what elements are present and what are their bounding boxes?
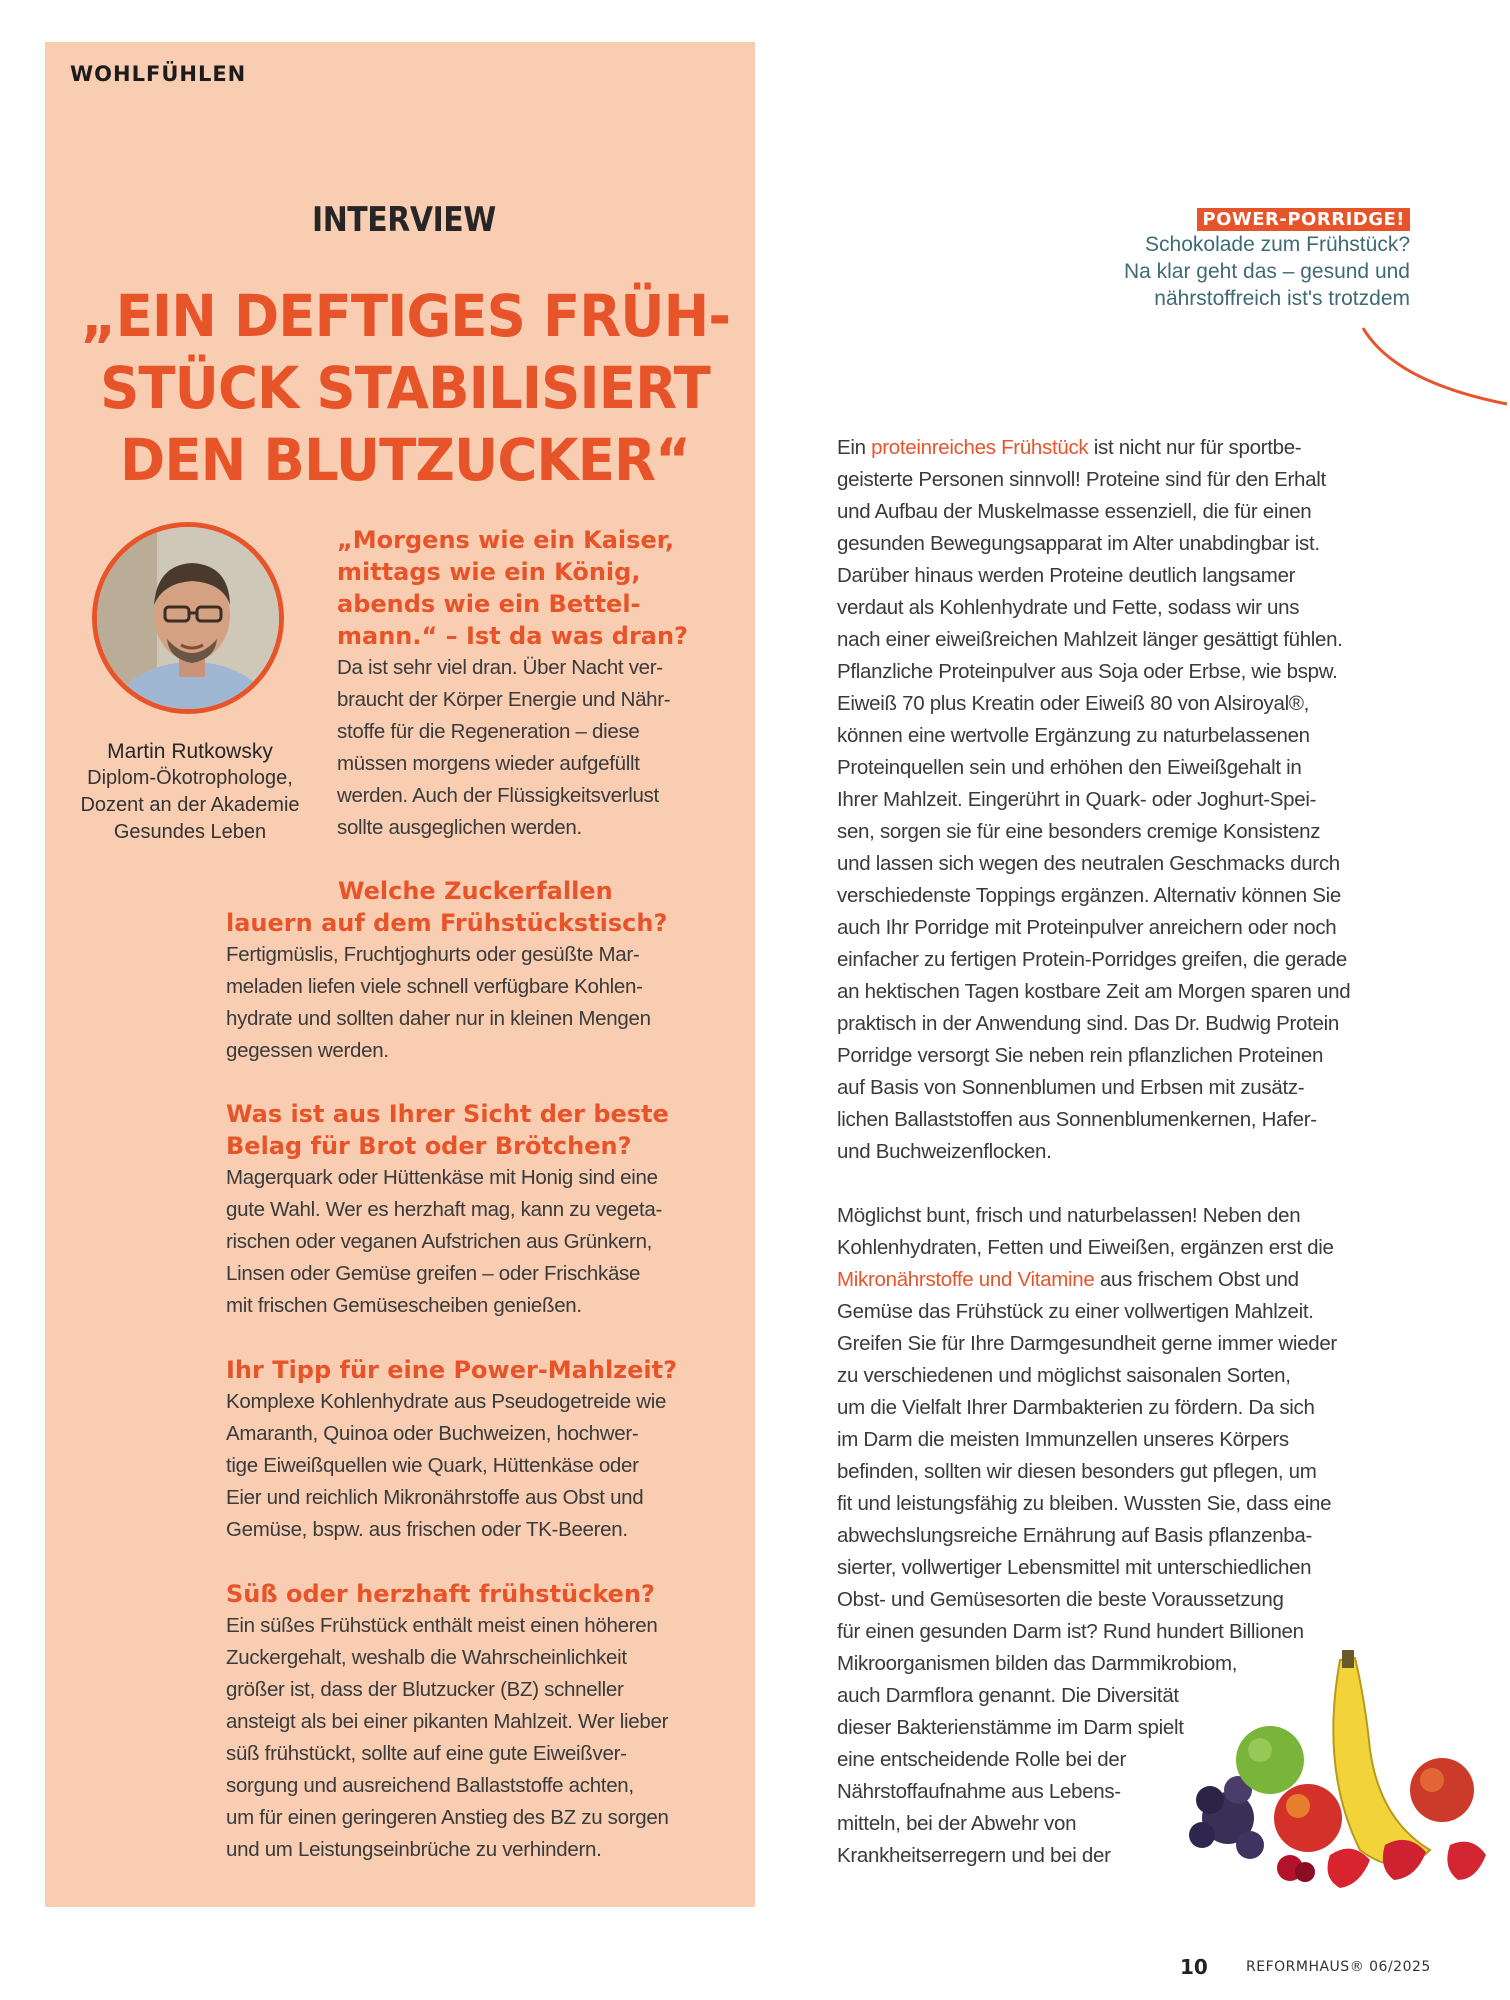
answer-line: um für einen geringeren Anstieg des BZ zu sorgen: [226, 1806, 669, 1829]
answer: [226, 1386, 736, 1546]
article-line: um die Vielfalt Ihrer Darmbakterien zu fördern. Da sich: [837, 1396, 1315, 1419]
article-line: einfacher zu fertigen Protein-Porridges greifen, die gerade: [837, 948, 1347, 971]
answer-line: sorgung und ausreichend Ballaststoffe achten,: [226, 1774, 634, 1797]
person-title-line: Gesundes Leben: [113, 821, 267, 843]
callout-tag: POWER-PORRIDGE!: [1197, 208, 1410, 231]
answer-line: größer ist, dass der Blutzucker (BZ) schneller: [226, 1678, 624, 1701]
fruit-illustration: [1180, 1640, 1510, 1890]
article-line: und Aufbau der Muskelmasse essenziell, die für einen: [837, 500, 1312, 523]
person-title-line: Dozent an der Akademie: [80, 794, 300, 816]
article-line: für einen gesunden Darm ist? Rund hundert Billionen: [837, 1620, 1304, 1643]
qa-block-5: [226, 1578, 736, 1866]
answer-line: Zuckergehalt, weshalb die Wahrscheinlichkeit: [226, 1646, 627, 1669]
qa-block-2: [226, 875, 726, 1067]
question: [226, 875, 726, 939]
article-line: [837, 1264, 1417, 1296]
article-line: Krankheitserregern und bei der: [837, 1844, 1111, 1867]
question-line: abends wie ein Bettel-: [337, 590, 641, 618]
person-name: Martin Rutkowsky: [107, 740, 273, 763]
question-line: Ihr Tipp für eine Power-Mahlzeit?: [226, 1356, 678, 1384]
article-line: Gemüse das Frühstück zu einer vollwertigen Mahlzeit.: [837, 1300, 1314, 1323]
qa-block-1: [337, 524, 732, 844]
portrait-photo: [92, 522, 284, 714]
article-line: auch Darmflora genannt. Die Diversität: [837, 1684, 1179, 1707]
kicker: INTERVIEW: [312, 200, 496, 240]
question-line: Belag für Brot oder Brötchen?: [226, 1132, 632, 1160]
article-line: [837, 432, 1417, 464]
answer-line: werden. Auch der Flüssigkeitsverlust: [337, 784, 659, 807]
article-line: im Darm die meisten Immunzellen unseres Körpers: [837, 1428, 1289, 1451]
question-line: Welche Zuckerfallen: [338, 877, 613, 905]
answer-line: süß frühstückt, sollte auf eine gute Eiweißver-: [226, 1742, 627, 1765]
answer-line: stoffe für die Regeneration – diese: [337, 720, 640, 743]
callout-line: Schokolade zum Frühstück?: [1145, 233, 1410, 256]
portrait-illustration: [97, 527, 279, 709]
article-highlight: Mikronährstoffe und Vitamine: [837, 1268, 1095, 1291]
article-line: Pflanzliche Proteinpulver aus Soja oder Erbse, wie bspw.: [837, 660, 1338, 683]
article-line: befinden, sollten wir diesen besonders gut pflegen, um: [837, 1460, 1317, 1483]
article-line: zu verschiedenen und möglichst saisonalen Sorten,: [837, 1364, 1291, 1387]
person-title-line: Diplom-Ökotrophologe,: [87, 767, 293, 789]
answer-line: und um Leistungseinbrüche zu verhindern.: [226, 1838, 602, 1861]
article-line: Mikroorganismen bilden das Darmmikrobiom,: [837, 1652, 1238, 1675]
article-line: Greifen Sie für Ihre Darmgesundheit gerne immer wieder: [837, 1332, 1337, 1355]
article-line: Proteinquellen sein und erhöhen den Eiweißgehalt in: [837, 756, 1302, 779]
question-line: lauern auf dem Frühstückstisch?: [226, 909, 668, 937]
article-line: abwechslungsreiche Ernährung auf Basis pflanzenba-: [837, 1524, 1313, 1547]
answer-line: Ein süßes Frühstück enthält meist einen höheren: [226, 1614, 658, 1637]
answer-line: mit frischen Gemüsescheiben genießen.: [226, 1294, 582, 1317]
callout-line: Na klar geht das – gesund und: [1123, 260, 1410, 283]
answer-line: Magerquark oder Hüttenkäse mit Honig sind eine: [226, 1166, 658, 1189]
article-line: nach einer eiweißreichen Mahlzeit länger gesättigt fühlen.: [837, 628, 1343, 651]
magazine-issue: REFORMHAUS® 06/2025: [1246, 1959, 1431, 1975]
callout-line: nährstoffreich ist's trotzdem: [1154, 287, 1410, 310]
article-line: mitteln, bei der Abwehr von: [837, 1812, 1077, 1835]
answer-line: rischen oder veganen Aufstrichen aus Grünkern,: [226, 1230, 653, 1253]
article-line: verschiedenste Toppings ergänzen. Alternativ können Sie: [837, 884, 1341, 907]
answer: [337, 652, 732, 844]
answer-line: Da ist sehr viel dran. Über Nacht ver-: [337, 656, 663, 679]
article-text: Ein: [837, 436, 872, 459]
article-paragraph-1: [837, 464, 1417, 1168]
question: [226, 1578, 736, 1610]
article-text: aus frischem Obst und: [1094, 1268, 1299, 1291]
question: [337, 524, 732, 652]
headline-line: STÜCK STABILISIERT: [100, 354, 710, 422]
page-number: 10: [1180, 1955, 1208, 1979]
qa-block-3: [226, 1098, 726, 1322]
question-line: mann.“ – Ist da was dran?: [337, 622, 688, 650]
article-line: Ihrer Mahlzeit. Eingerührt in Quark- oder Joghurt-Spei-: [837, 788, 1317, 811]
answer-line: sollte ausgeglichen werden.: [337, 816, 582, 839]
answer-line: gute Wahl. Wer es herzhaft mag, kann zu vegeta-: [226, 1198, 662, 1221]
article-line: fit und leistungsfähig zu bleiben. Wussten Sie, dass eine: [837, 1492, 1332, 1515]
answer: [226, 939, 726, 1067]
article-line: Darüber hinaus werden Proteine deutlich langsamer: [837, 564, 1296, 587]
article-paragraph-2a: [837, 1200, 1417, 1264]
headline-line: „EIN DEFTIGES FRÜH-: [80, 282, 731, 350]
answer-line: tige Eiweißquellen wie Quark, Hüttenkäse oder: [226, 1454, 639, 1477]
answer-line: Fertigmüslis, Fruchtjoghurts oder gesüßte Mar-: [226, 943, 640, 966]
article-text: ist nicht nur für sportbe-: [1088, 436, 1302, 459]
callout: [990, 208, 1410, 312]
article-line: gesunden Bewegungsapparat im Alter unabdingbar ist.: [837, 532, 1320, 555]
article-line: Eiweiß 70 plus Kreatin oder Eiweiß 80 von Alsiroyal®,: [837, 692, 1310, 715]
article-line: Nährstoffaufnahme aus Lebens-: [837, 1780, 1121, 1803]
article-highlight: proteinreiches Frühstück: [871, 436, 1089, 459]
answer-line: Eier und reichlich Mikronährstoffe aus Obst und: [226, 1486, 644, 1509]
answer-line: braucht der Körper Energie und Nähr-: [337, 688, 671, 711]
qa-block-4: [226, 1354, 736, 1546]
paragraph-gap: [837, 1168, 1417, 1200]
article-line: Kohlenhydraten, Fetten und Eiweißen, ergänzen erst die: [837, 1236, 1334, 1259]
article-line: Möglichst bunt, frisch und naturbelassen! Neben den: [837, 1204, 1301, 1227]
answer-line: hydrate und sollten daher nur in kleinen Mengen: [226, 1007, 651, 1030]
answer-line: gegessen werden.: [226, 1039, 389, 1062]
answer-line: Amaranth, Quinoa oder Buchweizen, hochwer-: [226, 1422, 639, 1445]
question: [226, 1354, 736, 1386]
person-caption: [70, 738, 310, 846]
article-line: lichen Ballaststoffen aus Sonnenblumenkernen, Hafer-: [837, 1108, 1317, 1131]
question: [226, 1098, 726, 1162]
article-line: auch Ihr Porridge mit Proteinpulver anreichern oder noch: [837, 916, 1337, 939]
article-line: können eine wertvolle Ergänzung zu naturbelassenen: [837, 724, 1310, 747]
article-line: geisterte Personen sinnvoll! Proteine sind für den Erhalt: [837, 468, 1326, 491]
article-line: Obst- und Gemüsesorten die beste Voraussetzung: [837, 1588, 1284, 1611]
headline: [81, 280, 730, 496]
headline-line: DEN BLUTZUCKER“: [120, 426, 690, 494]
answer-line: Linsen oder Gemüse greifen – oder Frischkäse: [226, 1262, 641, 1285]
article-line: dieser Bakterienstämme im Darm spielt: [837, 1716, 1184, 1739]
answer-line: müssen morgens wieder aufgefüllt: [337, 752, 640, 775]
article-line: und Buchweizenflocken.: [837, 1140, 1052, 1163]
article-line: Porridge versorgt Sie neben rein pflanzlichen Proteinen: [837, 1044, 1324, 1067]
answer-line: Gemüse, bspw. aus frischen oder TK-Beeren.: [226, 1518, 628, 1541]
article-line: verdaut als Kohlenhydrate und Fette, sodass wir uns: [837, 596, 1300, 619]
answer-line: ansteigt als bei einer pikanten Mahlzeit. Wer lieber: [226, 1710, 669, 1733]
article-line: sen, sorgen sie für eine besonders cremige Konsistenz: [837, 820, 1321, 843]
article-line: eine entscheidende Rolle bei der: [837, 1748, 1127, 1771]
answer-line: Komplexe Kohlenhydrate aus Pseudogetreide wie: [226, 1390, 667, 1413]
answer-line: meladen liefen viele schnell verfügbare Kohlen-: [226, 975, 643, 998]
answer: [226, 1610, 736, 1866]
article-line: auf Basis von Sonnenblumen und Erbsen mit zusätz-: [837, 1076, 1305, 1099]
question-line: mittags wie ein König,: [337, 558, 641, 586]
question-line: „Morgens wie ein Kaiser,: [337, 526, 675, 554]
article-line: sierter, vollwertiger Lebensmittel mit unterschiedlichen: [837, 1556, 1312, 1579]
article-line: an hektischen Tagen kostbare Zeit am Morgen sparen und: [837, 980, 1351, 1003]
article-line: praktisch in der Anwendung sind. Das Dr. Budwig Protein: [837, 1012, 1339, 1035]
article-line: und lassen sich wegen des neutralen Geschmacks durch: [837, 852, 1340, 875]
section-label: WOHLFÜHLEN: [70, 62, 247, 86]
answer: [226, 1162, 726, 1322]
question-line: Süß oder herzhaft frühstücken?: [226, 1580, 655, 1608]
question-line: Was ist aus Ihrer Sicht der beste: [226, 1100, 669, 1128]
callout-arrow-icon: [1355, 320, 1510, 410]
